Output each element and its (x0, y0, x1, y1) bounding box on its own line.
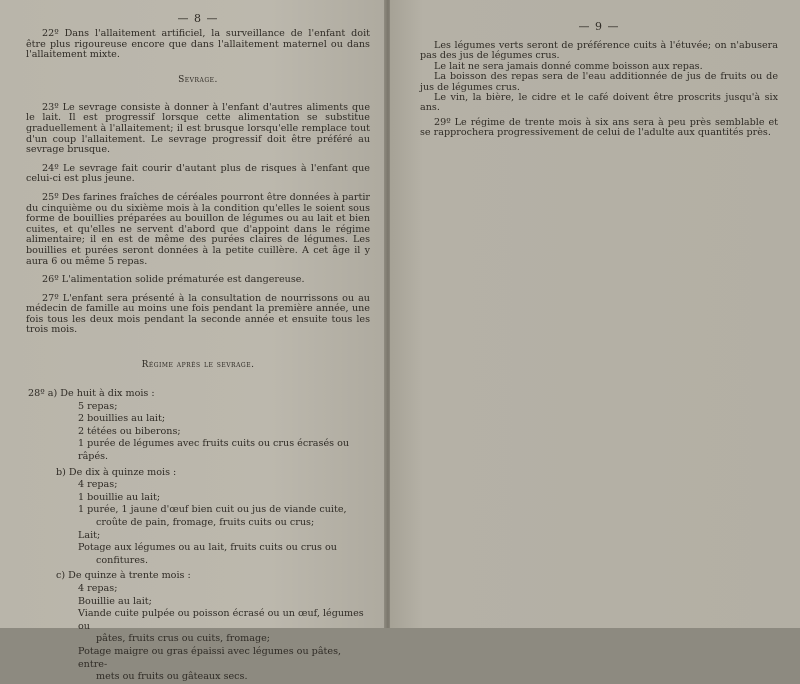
paragraph-23: 23º Le sevrage consiste à donner à l'enfant d'autres aliments que le lait. Il est progressif lorsque cette alimentation se substitue graduellement à l'allaitement; il est brusque lorsqu'elle remplace tout d'un coup l'allaitement. Le sevrage progressif doit être préféré au sevrage brusque. (26, 101, 370, 156)
list-item: 4 repas; (78, 479, 118, 491)
section-title-regime: Régime après le sevrage. (141, 360, 255, 371)
list-item: 1 purée, 1 jaune d'œuf bien cuit ou jus de viande cuite, (78, 504, 347, 516)
list-item: croûte de pain, fromage, fruits cuits ou crus; (96, 517, 315, 528)
paragraph-line: La boisson des repas sera de l'eau additionnée de jus de fruits ou de jus de légumes crus. (420, 71, 778, 93)
section-title-sevrage: Sevrage. (178, 74, 218, 85)
list-item: 5 repas; (78, 400, 118, 412)
paragraph-22: 22º Dans l'allaitement artificiel, la surveillance de l'enfant doit être plus rigoureuse encore que dans l'allaitement maternel ou dans l'allaitement mixte. (26, 28, 370, 61)
regime-a-heading: 28º a) De huit à dix mois : (28, 388, 155, 400)
list-item: 1 purée de légumes avec fruits cuits ou crus écrasés ou râpés. (78, 438, 350, 463)
paragraph-24: 24º Le sevrage fait courir d'autant plus de risques à l'enfant que celui-ci est plus jeune. (26, 162, 370, 185)
list-item: Viande cuite pulpée ou poisson écrasé ou un œuf, légumes ou (78, 608, 364, 632)
list-item: confitures. (96, 554, 148, 566)
list-item: pâtes, fruits crus ou cuits, fromage; (96, 633, 271, 645)
list-item: 2 bouillies au lait; (78, 413, 166, 425)
list-item: Potage aux légumes ou au lait, fruits cuits ou crus ou (78, 542, 337, 554)
list-item: mets ou fruits ou gâteaux secs. (96, 671, 248, 683)
paragraph-29: 29º Le régime de trente mois à six ans sera à peu près semblable et se rapprochera progressivement de celui de l'adulte aux quantités près. (420, 116, 778, 139)
left-page (0, 0, 386, 683)
paragraph-line: Les légumes verts seront de préférence cuits à l'étuvée; on n'abusera pas des jus de légumes crus. (420, 40, 778, 62)
page-number: — 8 — (177, 12, 219, 25)
list-item: Potage maigre ou gras épaissi avec légumes ou pâtes, entre- (78, 645, 342, 670)
page-number: — 9 — (578, 20, 620, 33)
paragraph-line: Le lait ne sera jamais donné comme boisson aux repas. (434, 60, 703, 72)
regime-list (26, 388, 370, 684)
paragraph-line: Le vin, la bière, le cidre et le café doivent être proscrits jusqu'à six ans. (420, 92, 778, 114)
list-item: 4 repas; (78, 582, 118, 594)
regime-c-heading: c) De quinze à trente mois : (56, 570, 191, 582)
list-item: Lait; (78, 529, 101, 541)
list-item: 1 bouillie au lait; (78, 491, 161, 503)
paragraph-27: 27º L'enfant sera présenté à la consultation de nourrissons ou au médecin de famille au moins une fois pendant la première année, une fois tous les deux mois pendant la seconde année et ensuite tous les trois mois. (26, 292, 370, 336)
list-item: Bouillie au lait; (78, 595, 152, 607)
paragraph-26: 26º L'alimentation solide prématurée est dangereuse. (42, 274, 305, 286)
list-item: 2 tétées ou biberons; (78, 425, 181, 437)
paragraph-25: 25º Des farines fraîches de céréales pourront être données à partir du cinquième ou du sixième mois à la condition qu'elles le soient sous forme de bouillies préparées au bouillon de légumes ou au lait et bien cuites, et qu'elles ne servent d'abord que d'appoint dans le régime alimentaire; il en est de même des purées claires de légumes. Les bouillies et purées seront données à la petite cuillère. A cet âge il y aura 6 ou même 5 repas. (26, 191, 370, 267)
regime-b-heading: b) De dix à quinze mois : (56, 466, 177, 478)
right-page (390, 0, 800, 628)
